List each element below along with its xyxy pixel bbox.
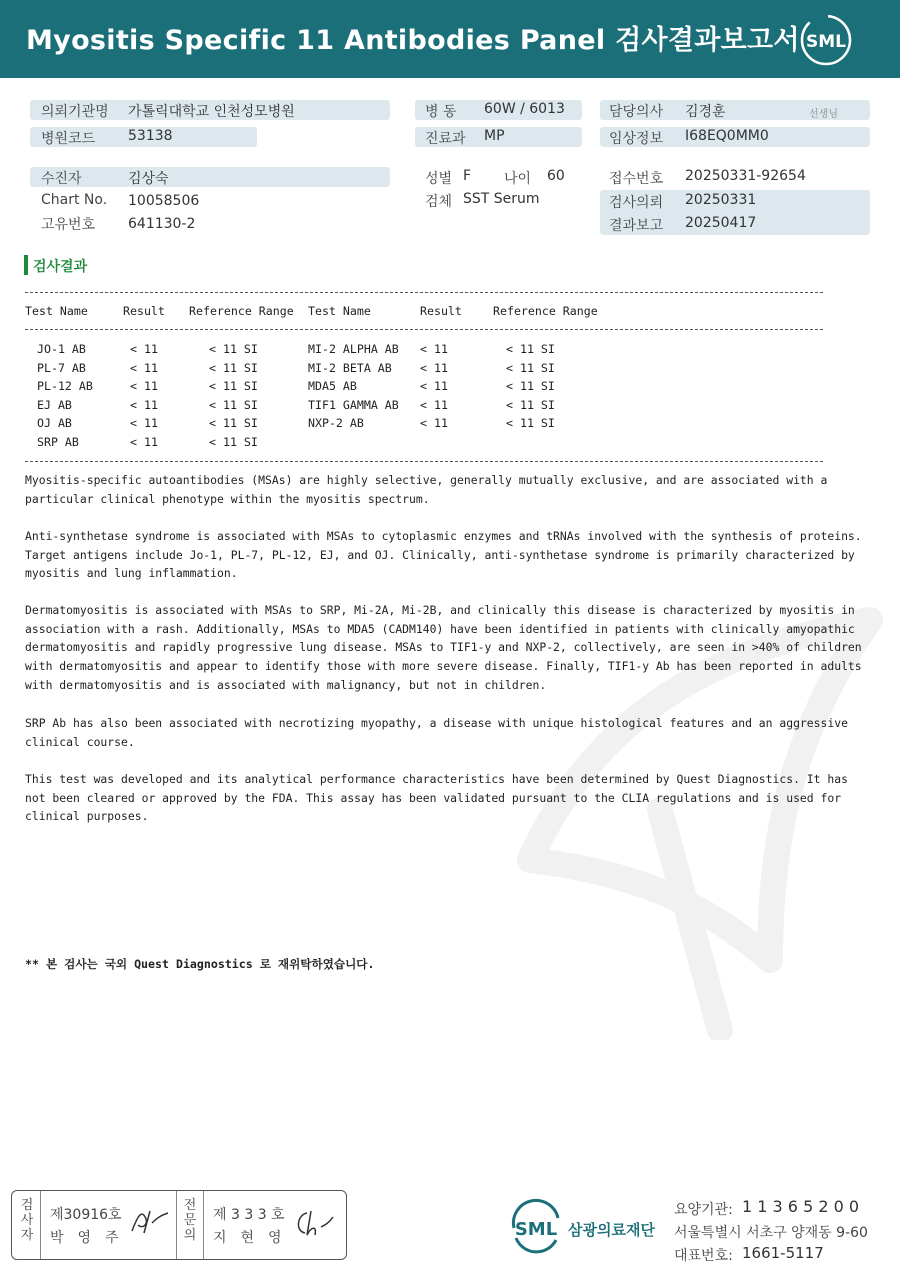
inspector-signature-icon: [128, 1205, 172, 1235]
table-cell-ref: < 11 SI: [209, 360, 258, 375]
clinical-label: 임상정보: [609, 131, 664, 147]
paragraph-msa: Myositis-specific autoantibodies (MSAs) are highly selective, generally mutually exclusive, and are associated with a particular clinical phenotype within the myositis spectrum.: [25, 473, 828, 506]
sign-divider-3: [203, 1191, 204, 1259]
header-reference-1: Reference Range: [189, 304, 294, 318]
header-logo-text: SML: [806, 32, 846, 52]
specimen-value: SST Serum: [463, 191, 540, 207]
header-reference-2: Reference Range: [493, 304, 598, 318]
header-result-1: Result: [123, 304, 165, 318]
table-cell-ref: < 11 SI: [209, 416, 258, 431]
table-cell-result: < 11: [130, 379, 158, 394]
paragraph-dermatomyositis: Dermatomyositis is associated with MSAs to SRP, Mi-2A, Mi-2B, and clinically this disease is characterized by myositis in association with a rash. Additionally, MSAs to MDA5 (CADM140) have been identified in patients with clinically amyopathic dermatomyositis and rapidly progressive lung disease. MSAs to TIF1-y and NXP-2, collectively, are seen in >40% of children with dermatomyositis and appear to identify those with more severe disease. Finally, TIF1-y Ab has been reported in adults with dermatomyositis and is associated with malignancy, but not in children.: [25, 603, 862, 692]
table-cell-result: < 11: [130, 342, 158, 356]
hospital-code-value: 53138: [128, 128, 173, 144]
paragraph-disclaimer: This test was developed and its analytical performance characteristics have been determined by Quest Diagnostics. It has not been cleared or approved by the FDA. This assay has been validated pursuant to the CLIA regulations and is used for clinical purposes.: [25, 772, 848, 824]
table-cell-result: < 11: [420, 416, 448, 431]
table-cell-result: < 11: [420, 379, 448, 394]
table-rule-top: [25, 292, 823, 293]
table-cell-result: < 11: [130, 360, 158, 375]
table-cell-name: TIF1 GAMMA AB: [308, 397, 399, 412]
referral-note: ** 본 검사는 국외 Quest Diagnostics 로 재위탁하였습니다.: [25, 957, 375, 971]
sign-divider-2: [176, 1191, 177, 1259]
org-name: 삼광의료재단: [568, 1221, 655, 1239]
table-cell-result: < 11: [420, 360, 448, 375]
hospital-code-label: 병원코드: [41, 131, 96, 147]
table-cell-name: JO-1 AB: [37, 342, 86, 356]
table-cell-result: < 11: [420, 342, 448, 356]
table-cell-ref: < 11 SI: [506, 416, 555, 431]
table-cell-result: < 11: [130, 416, 158, 431]
patient-row: [30, 167, 390, 187]
inspector-number: 제30916호: [50, 1207, 122, 1223]
specimen-label: 검체: [425, 194, 453, 210]
report-value: 20250417: [685, 215, 757, 231]
table-cell-ref: < 11 SI: [506, 397, 555, 412]
table-cell-name: NXP-2 AB: [308, 416, 364, 431]
code-value: 1 1 3 6 5 2 0 0: [742, 1197, 860, 1216]
table-cell-name: PL-7 AB: [37, 360, 86, 375]
patient-value: 김상숙: [128, 171, 169, 187]
dept-value: MP: [484, 128, 505, 144]
table-cell-result: < 11: [130, 397, 158, 412]
unique-value: 641130-2: [128, 216, 196, 232]
sml-logo-icon: [798, 12, 854, 68]
header-test-name-2: Test Name: [308, 304, 371, 318]
ward-value: 60W / 6013: [484, 101, 565, 117]
doctor-suffix: 선생님: [809, 109, 838, 120]
chart-value: 10058506: [128, 193, 200, 209]
receipt-value: 20250331-92654: [685, 168, 806, 184]
sex-label: 성별: [425, 171, 453, 187]
table-cell-name: MI-2 BETA AB: [308, 360, 392, 375]
phone-label: 대표번호:: [674, 1248, 733, 1264]
specialist-label: 전 문 의: [183, 1198, 197, 1243]
table-cell-name: EJ AB: [37, 397, 72, 412]
request-value: 20250331: [685, 192, 757, 208]
report-title: Myositis Specific 11 Antibodies Panel 검사결과보고서: [26, 25, 800, 56]
table-cell-ref: < 11 SI: [506, 342, 555, 356]
footer-logo-text: SML: [514, 1219, 558, 1240]
request-label: 검사의뢰: [609, 195, 664, 211]
table-cell-ref: < 11 SI: [506, 379, 555, 394]
unique-label: 고유번호: [41, 217, 96, 233]
table-cell-name: MDA5 AB: [308, 379, 357, 394]
paragraph-anti-synthetase: Anti-synthetase syndrome is associated with MSAs to cytoplasmic enzymes and tRNAs involved with the synthesis of proteins. Target antigens include Jo-1, PL-7, PL-12, EJ, and OJ. Clinically, anti-synthetase syndrome is primarily characterized by myositis and lung inflammation.: [25, 529, 862, 581]
chart-label: Chart No.: [41, 192, 108, 208]
dept-label: 진료과: [425, 131, 466, 147]
sex-value: F: [463, 168, 472, 184]
header-test-name-1: Test Name: [25, 304, 88, 318]
paragraph-srp: SRP Ab has also been associated with necrotizing myopathy, a disease with unique histological features and an aggressive clinical course.: [25, 716, 848, 749]
inspector-name: 박영주: [50, 1230, 133, 1246]
table-rule-bottom: [25, 461, 823, 462]
age-label: 나이: [504, 171, 532, 187]
specialist-number: 제 3 3 3 호: [213, 1207, 285, 1223]
table-cell-result: < 11: [420, 397, 448, 412]
table-cell-ref: < 11 SI: [209, 397, 258, 412]
phone-value: 1661-5117: [742, 1244, 824, 1262]
table-cell-ref: < 11 SI: [209, 342, 258, 356]
table-rule-mid: [25, 329, 823, 330]
sign-divider-1: [40, 1191, 41, 1259]
age-value: 60: [547, 168, 565, 184]
section-marker: [24, 255, 28, 275]
inspector-label: 검 사 자: [20, 1198, 34, 1243]
table-cell-name: MI-2 ALPHA AB: [308, 342, 399, 356]
table-cell-name: PL-12 AB: [37, 379, 93, 394]
table-cell-name: OJ AB: [37, 416, 72, 431]
header-result-2: Result: [420, 304, 462, 318]
specialist-signature-icon: [293, 1207, 337, 1239]
code-label: 요양기관:: [674, 1202, 733, 1218]
table-cell-result: < 11: [130, 435, 158, 449]
doctor-value: 김경훈: [685, 104, 726, 120]
patient-label: 수진자: [41, 171, 82, 187]
clinical-value: I68EQ0MM0: [685, 128, 769, 144]
table-cell-name: SRP AB: [37, 435, 79, 449]
section-title: 검사결과: [33, 259, 88, 275]
institution-value: 가톨릭대학교 인천성모병원: [128, 104, 295, 120]
institution-label: 의뢰기관명: [41, 104, 109, 120]
address: 서울특별시 서초구 양재동 9-60: [674, 1225, 868, 1241]
doctor-label: 담당의사: [609, 104, 664, 120]
table-cell-ref: < 11 SI: [209, 379, 258, 394]
receipt-label: 접수번호: [609, 171, 664, 187]
specialist-name: 지현영: [213, 1230, 296, 1246]
table-cell-ref: < 11 SI: [506, 360, 555, 375]
footer-sml-logo-icon: [508, 1198, 564, 1256]
ward-label: 병 동: [425, 104, 457, 120]
table-cell-ref: < 11 SI: [209, 435, 258, 449]
report-label: 결과보고: [609, 218, 664, 234]
